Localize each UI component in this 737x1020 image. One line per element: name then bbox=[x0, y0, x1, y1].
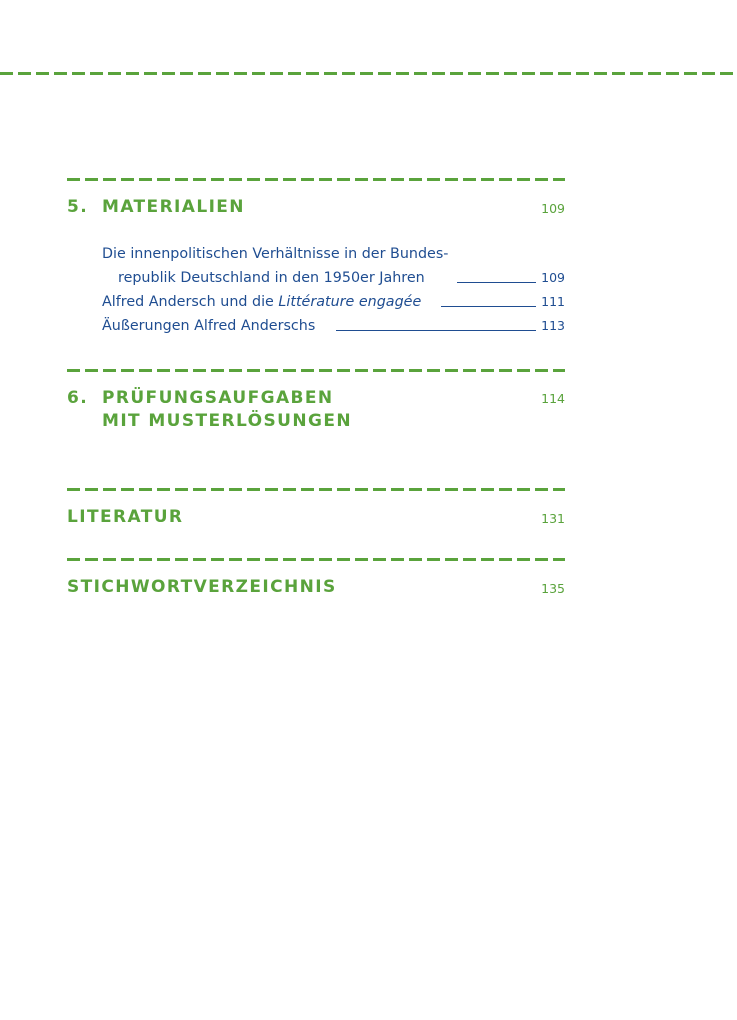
top-dashed-rule bbox=[0, 72, 737, 75]
section-5-rule bbox=[67, 178, 565, 181]
literatur-page: 131 bbox=[541, 511, 565, 526]
entry-3-leader bbox=[336, 330, 536, 331]
entry-2-leader bbox=[441, 306, 536, 307]
entry-1-line-1[interactable]: Die innenpolitischen Verhältnisse in der Bundes- bbox=[102, 246, 449, 262]
section-6-number: 6. bbox=[67, 388, 89, 408]
literatur-title[interactable]: LITERATUR bbox=[67, 507, 184, 527]
entry-1-leader bbox=[457, 282, 536, 283]
entry-2-text-italic: Littérature engagée bbox=[278, 294, 422, 310]
section-6-title-line-2[interactable]: MIT MUSTERLÖSUNGEN bbox=[102, 411, 352, 431]
entry-3-text[interactable]: Äußerungen Alfred Anderschs bbox=[102, 318, 316, 334]
entry-1-line-2[interactable]: republik Deutschland in den 1950er Jahren bbox=[118, 270, 425, 286]
section-5-number: 5. bbox=[67, 197, 89, 217]
entry-2-text-plain: Alfred Andersch und die bbox=[102, 294, 279, 310]
section-6-title-line-1[interactable]: PRÜFUNGSAUFGABEN bbox=[102, 388, 334, 408]
entry-2-page: 111 bbox=[541, 294, 565, 309]
section-6-page: 114 bbox=[541, 391, 565, 406]
section-6-rule bbox=[67, 369, 565, 372]
literatur-rule bbox=[67, 488, 565, 491]
stichwortverzeichnis-page: 135 bbox=[541, 581, 565, 596]
stichwortverzeichnis-title[interactable]: STICHWORTVERZEICHNIS bbox=[67, 577, 337, 597]
section-5-page: 109 bbox=[541, 201, 565, 216]
stichwortverzeichnis-rule bbox=[67, 558, 565, 561]
entry-2-text[interactable] bbox=[102, 292, 421, 312]
section-5-title[interactable]: MATERIALIEN bbox=[102, 197, 245, 217]
entry-1-page: 109 bbox=[541, 270, 565, 285]
entry-3-page: 113 bbox=[541, 318, 565, 333]
